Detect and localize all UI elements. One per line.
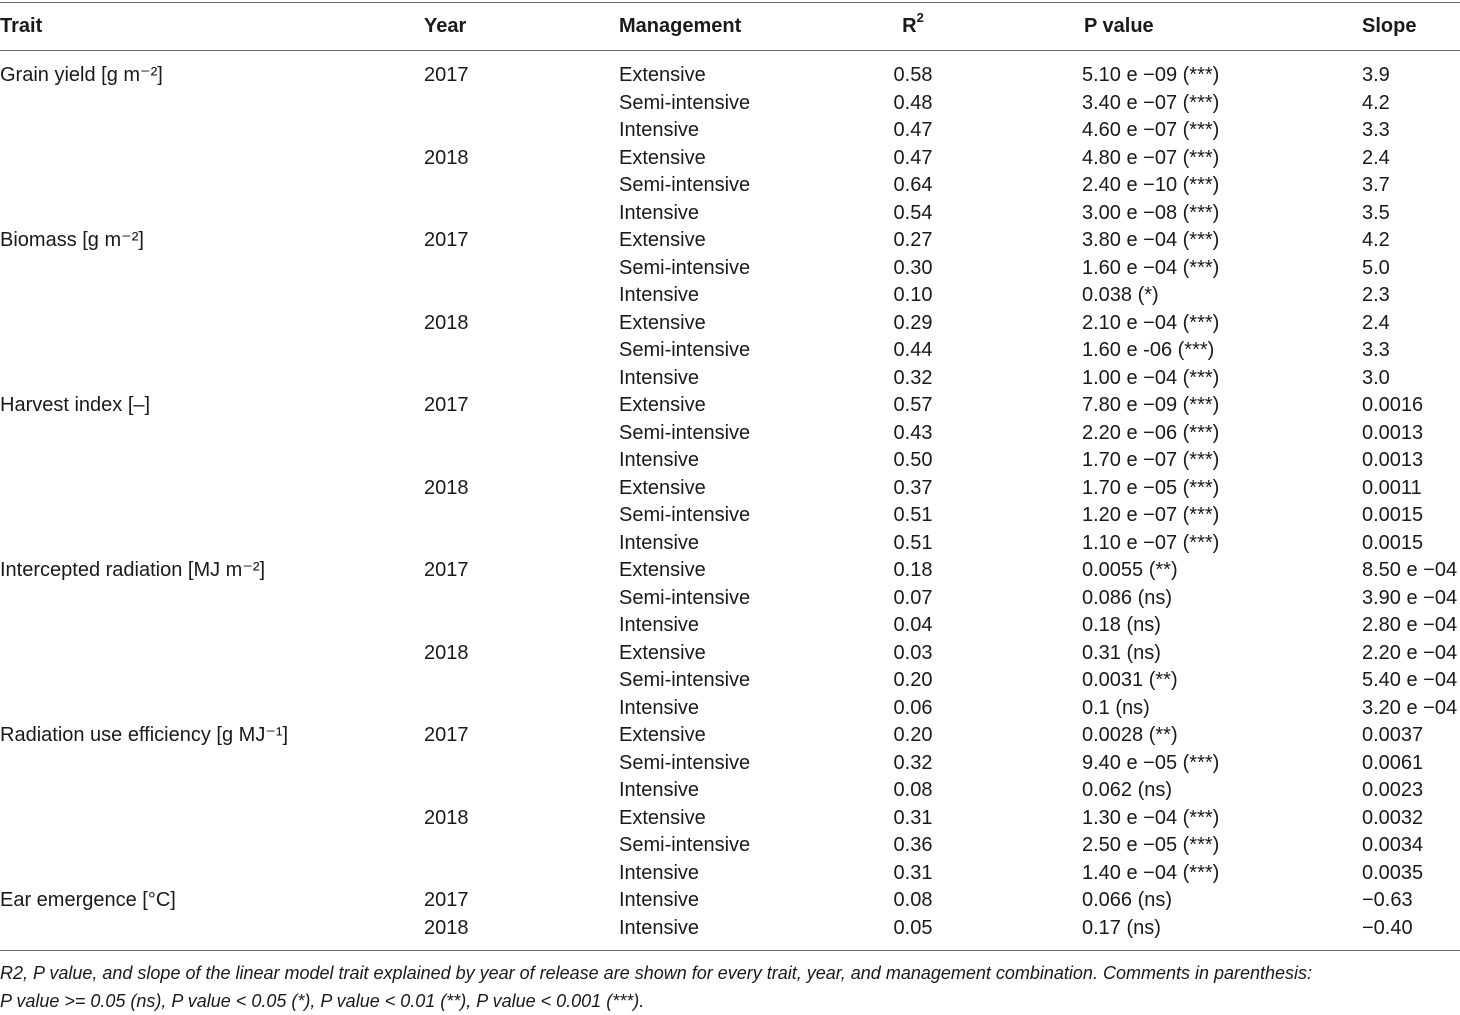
slope-cell: 8.50 e −04 (1362, 559, 1458, 581)
management-cell: Semi-intensive (619, 834, 751, 856)
p-value-cell: 1.40 e −04 (***) (1082, 861, 1220, 884)
slope-cell: 3.7 (1362, 174, 1390, 196)
p-value-cell: 1.30 e −04 (***) (1082, 806, 1220, 829)
p-value-cell: 1.10 e −07 (***) (1082, 531, 1220, 554)
year-cell: 2018 (424, 806, 469, 829)
r2-cell: 0.03 (893, 641, 933, 664)
r2-cell: 0.04 (893, 614, 933, 636)
p-value-cell: 0.062 (ns) (1082, 779, 1173, 801)
management-cell: Extensive (619, 64, 706, 86)
slope-cell: 2.4 (1362, 146, 1390, 169)
slope-cell: 4.2 (1362, 229, 1390, 251)
r2-cell: 0.30 (893, 256, 933, 279)
management-cell: Extensive (619, 724, 706, 746)
year-cell: 2017 (424, 724, 469, 746)
p-value-cell: 7.80 e −09 (***) (1082, 394, 1220, 416)
slope-cell: 5.40 e −04 (1362, 669, 1458, 691)
p-value-cell: 0.31 (ns) (1082, 641, 1161, 664)
management-cell: Intensive (619, 861, 700, 884)
slope-cell: 0.0032 (1362, 806, 1424, 829)
year-cell: 2018 (424, 641, 469, 664)
p-value-cell: 0.0031 (**) (1082, 669, 1178, 691)
management-cell: Intensive (619, 779, 700, 801)
slope-cell: 0.0015 (1362, 504, 1424, 526)
management-cell: Extensive (619, 476, 706, 499)
year-cell: 2017 (424, 394, 469, 416)
footnote-line-2: P value >= 0.05 (ns), P value < 0.05 (*), P value < 0.01 (**), P value < 0.001 (***). (0, 991, 645, 1011)
r2-cell: 0.58 (893, 64, 933, 86)
r2-cell: 0.07 (893, 586, 933, 609)
p-value-cell: 1.60 e −04 (***) (1082, 256, 1220, 279)
management-cell: Extensive (619, 146, 706, 169)
p-value-cell: 1.00 e −04 (***) (1082, 366, 1220, 389)
p-value-cell: 0.0028 (**) (1082, 724, 1178, 746)
year-cell: 2017 (424, 559, 469, 581)
r2-cell: 0.54 (893, 201, 933, 224)
r2-cell: 0.47 (893, 146, 933, 169)
p-value-cell: 0.066 (ns) (1082, 889, 1173, 911)
slope-cell: 0.0061 (1362, 751, 1424, 774)
p-value-cell: 2.40 e −10 (***) (1082, 174, 1220, 196)
slope-cell: 0.0037 (1362, 724, 1424, 746)
table-footnote (0, 959, 1460, 1015)
r2-cell: 0.27 (893, 229, 933, 251)
slope-cell: 0.0034 (1362, 834, 1424, 856)
management-cell: Extensive (619, 394, 706, 416)
r2-cell: 0.36 (893, 834, 933, 856)
r2-cell: 0.51 (893, 504, 933, 526)
header-slope: Slope (1362, 15, 1417, 37)
slope-cell: 2.80 e −04 (1362, 614, 1458, 636)
r2-cell: 0.51 (893, 531, 933, 554)
slope-cell: 2.4 (1362, 311, 1390, 334)
management-cell: Intensive (619, 449, 700, 471)
management-cell: Extensive (619, 641, 706, 664)
management-cell: Extensive (619, 311, 706, 334)
management-cell: Intensive (619, 284, 700, 306)
p-value-cell: 2.10 e −04 (***) (1082, 311, 1220, 334)
management-cell: Semi-intensive (619, 669, 751, 691)
p-value-cell: 0.086 (ns) (1082, 586, 1173, 609)
table-bottom-rule (0, 950, 1460, 951)
year-cell: 2018 (424, 916, 469, 939)
p-value-cell: 0.038 (*) (1082, 284, 1159, 306)
slope-cell: 2.3 (1362, 284, 1390, 306)
p-value-cell: 1.70 e −07 (***) (1082, 449, 1220, 471)
header-year: Year (424, 15, 467, 37)
management-cell: Semi-intensive (619, 751, 751, 774)
management-cell: Intensive (619, 119, 700, 141)
slope-cell: 3.5 (1362, 201, 1390, 224)
trait-cell: Harvest index [–] (0, 394, 151, 416)
r2-cell: 0.57 (893, 394, 933, 416)
r2-cell: 0.08 (893, 779, 933, 801)
year-cell: 2018 (424, 476, 469, 499)
r2-cell: 0.10 (893, 284, 933, 306)
trait-cell: Biomass [g m⁻²] (0, 229, 144, 251)
slope-cell: 3.9 (1362, 64, 1390, 86)
r2-cell: 0.37 (893, 476, 933, 499)
header-management: Management (619, 15, 742, 37)
p-value-cell: 2.20 e −06 (***) (1082, 421, 1220, 444)
trait-cell: Radiation use efficiency [g MJ⁻¹] (0, 724, 289, 746)
p-value-cell: 1.20 e −07 (***) (1082, 504, 1220, 526)
r2-cell: 0.47 (893, 119, 933, 141)
slope-cell: 3.20 e −04 (1362, 696, 1458, 719)
p-value-cell: 4.60 e −07 (***) (1082, 119, 1220, 141)
r2-cell: 0.20 (893, 669, 933, 691)
r2-cell: 0.48 (893, 91, 933, 114)
r2-cell: 0.29 (893, 311, 933, 334)
p-value-cell: 0.0055 (**) (1082, 559, 1178, 581)
header-trait: Trait (0, 15, 43, 37)
management-cell: Intensive (619, 201, 700, 224)
slope-cell: 0.0035 (1362, 861, 1424, 884)
p-value-cell: 2.50 e −05 (***) (1082, 834, 1220, 856)
p-value-cell: 4.80 e −07 (***) (1082, 146, 1220, 169)
slope-cell: 5.0 (1362, 256, 1390, 279)
p-value-cell: 3.80 e −04 (***) (1082, 229, 1220, 251)
management-cell: Semi-intensive (619, 256, 751, 279)
r2-cell: 0.20 (893, 724, 933, 746)
header-p-value: P value (1084, 15, 1154, 37)
slope-cell: −0.63 (1362, 889, 1413, 911)
slope-cell: 3.0 (1362, 366, 1390, 389)
slope-cell: 0.0023 (1362, 779, 1424, 801)
slope-cell: 0.0013 (1362, 421, 1424, 444)
trait-cell: Intercepted radiation [MJ m⁻²] (0, 559, 266, 581)
management-cell: Intensive (619, 531, 700, 554)
management-cell: Intensive (619, 366, 700, 389)
management-cell: Semi-intensive (619, 504, 751, 526)
header-r2 (872, 10, 954, 38)
management-cell: Semi-intensive (619, 91, 751, 114)
p-value-cell: 9.40 e −05 (***) (1082, 751, 1220, 774)
r2-cell: 0.44 (893, 339, 933, 361)
p-value-cell: 3.00 e −08 (***) (1082, 201, 1220, 224)
p-value-cell: 0.18 (ns) (1082, 614, 1161, 636)
footnote-line-1: R2, P value, and slope of the linear model trait explained by year of release are shown for every trait, year, and management combination. Comments in parenthesis: (0, 963, 1313, 983)
management-cell: Semi-intensive (619, 174, 751, 196)
p-value-cell: 1.70 e −05 (***) (1082, 476, 1220, 499)
p-value-cell: 0.17 (ns) (1082, 916, 1161, 939)
slope-cell: 0.0011 (1362, 476, 1422, 499)
slope-cell: −0.40 (1362, 916, 1413, 939)
header-r2-base: R (902, 15, 917, 37)
year-cell: 2017 (424, 889, 469, 911)
slope-cell: 2.20 e −04 (1362, 641, 1458, 664)
management-cell: Intensive (619, 696, 700, 719)
slope-cell: 0.0013 (1362, 449, 1424, 471)
slope-cell: 3.90 e −04 (1362, 586, 1458, 609)
management-cell: Extensive (619, 559, 706, 581)
year-cell: 2018 (424, 146, 469, 169)
management-cell: Intensive (619, 614, 700, 636)
management-cell: Semi-intensive (619, 421, 751, 444)
r2-cell: 0.43 (893, 421, 933, 444)
slope-cell: 0.0016 (1362, 394, 1424, 416)
slope-cell: 3.3 (1362, 119, 1390, 141)
year-cell: 2018 (424, 311, 469, 334)
year-cell: 2017 (424, 64, 469, 86)
slope-cell: 3.3 (1362, 339, 1390, 361)
management-cell: Intensive (619, 889, 700, 911)
table-top-rule (0, 2, 1460, 3)
r2-cell: 0.31 (893, 806, 933, 829)
management-cell: Extensive (619, 806, 706, 829)
management-cell: Semi-intensive (619, 586, 751, 609)
management-cell: Extensive (619, 229, 706, 251)
r2-cell: 0.06 (893, 696, 933, 719)
management-cell: Semi-intensive (619, 339, 751, 361)
p-value-cell: 0.1 (ns) (1082, 696, 1150, 719)
year-cell: 2017 (424, 229, 469, 251)
r2-cell: 0.32 (893, 751, 933, 774)
p-value-cell: 1.60 e -06 (***) (1082, 339, 1215, 361)
slope-cell: 4.2 (1362, 91, 1390, 114)
management-cell: Intensive (619, 916, 700, 939)
trait-cell: Grain yield [g m⁻²] (0, 64, 163, 86)
header-rule (0, 50, 1460, 51)
r2-cell: 0.18 (893, 559, 933, 581)
slope-cell: 0.0015 (1362, 531, 1424, 554)
r2-cell: 0.32 (893, 366, 933, 389)
header-r2-superscript: 2 (916, 10, 924, 26)
r2-cell: 0.50 (893, 449, 933, 471)
trait-cell: Ear emergence [°C] (0, 889, 176, 911)
r2-cell: 0.31 (893, 861, 933, 884)
r2-cell: 0.08 (893, 889, 933, 911)
p-value-cell: 3.40 e −07 (***) (1082, 91, 1220, 114)
p-value-cell: 5.10 e −09 (***) (1082, 64, 1220, 86)
r2-cell: 0.64 (893, 174, 933, 196)
r2-cell: 0.05 (893, 916, 933, 939)
